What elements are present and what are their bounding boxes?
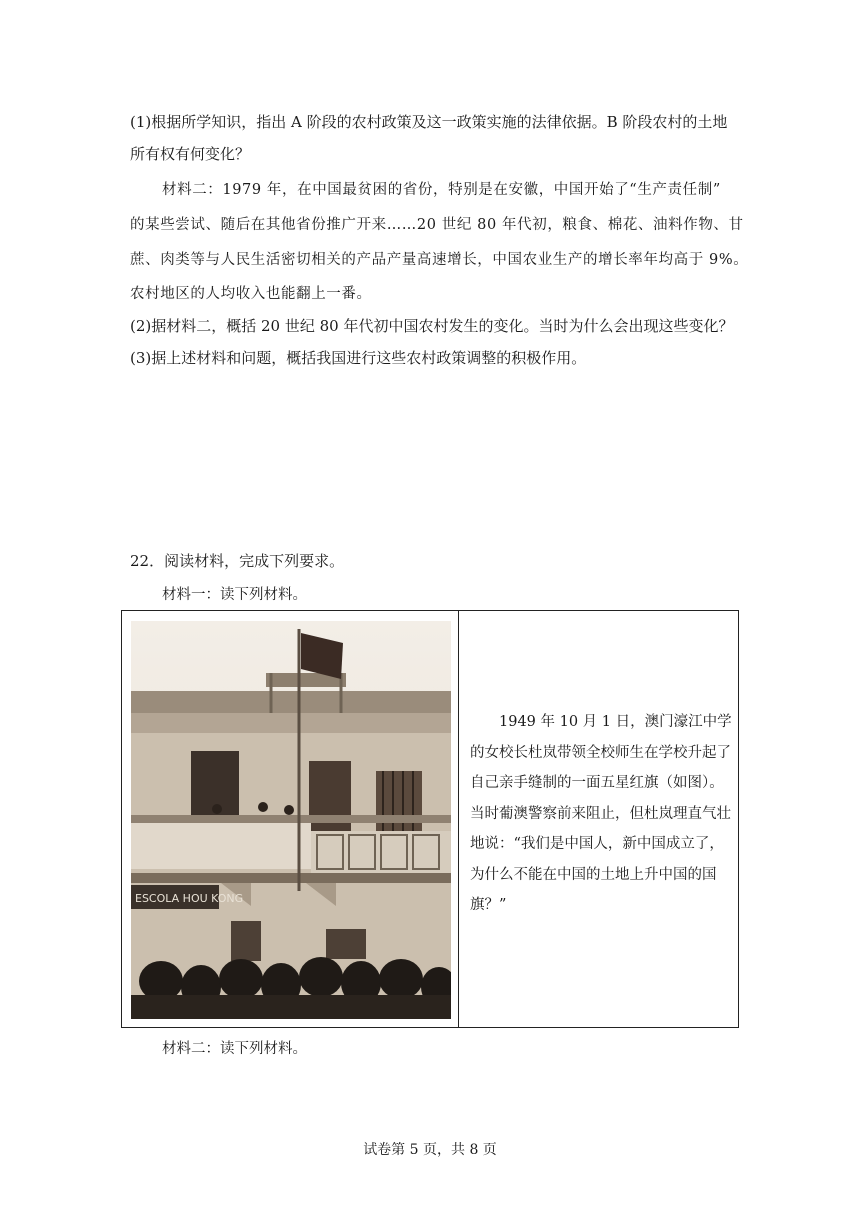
q22-material1-label: 材料一：读下列材料。 bbox=[162, 587, 307, 603]
q22-material2-label: 材料二：读下列材料。 bbox=[162, 1041, 307, 1057]
material2-line1: 材料二：1979 年，在中国最贫困的省份，特别是在安徽，中国开始了“生产责任制” bbox=[162, 182, 721, 198]
photo-cell bbox=[122, 611, 459, 1028]
page-footer: 试卷第 5 页，共 8 页 bbox=[363, 1142, 497, 1158]
school-sign: ESCOLA HOU KONG bbox=[135, 892, 244, 905]
question-part2: (2)据材料二，概括 20 世纪 80 年代初中国农村发生的变化。当时为什么会出现这些变化？ bbox=[130, 317, 734, 335]
material-table bbox=[121, 610, 739, 1028]
question-part1-line2: 所有权有何变化？ bbox=[130, 145, 251, 163]
material2-line4: 农村地区的人均收入也能翻上一番。 bbox=[130, 286, 372, 302]
q22-title: 22．阅读材料，完成下列要求。 bbox=[130, 552, 345, 570]
material2-line2: 的某些尝试、随后在其他省份推广开来……20 世纪 80 年代初，粮食、棉花、油料作物、甘 bbox=[130, 217, 744, 233]
question-part1-line1: (1)根据所学知识，指出 A 阶段的农村政策及这一政策实施的法律依据。B 阶段农村的土地 bbox=[130, 113, 728, 131]
material2-line3: 蔗、肉类等与人民生活密切相关的产品产量高速增长，中国农业生产的增长率年均高于 9%。 bbox=[130, 252, 749, 268]
flag-raising-photo bbox=[131, 621, 451, 1019]
material1-text: 1949 年 10 月 1 日，澳门濠江中学的女校长杜岚带领全校师生在学校升起了自己亲手缝制的一面五星红旗（如图）。当时葡澳警察前来阻止，但杜岚理直气壮地说：“我们是中国人，新中国成立了，为什么不能在中国的土地上升中国的国旗？” bbox=[470, 714, 732, 913]
question-part3: (3)据上述材料和问题，概括我国进行这些农村政策调整的积极作用。 bbox=[130, 349, 587, 367]
text-cell bbox=[459, 611, 739, 1028]
